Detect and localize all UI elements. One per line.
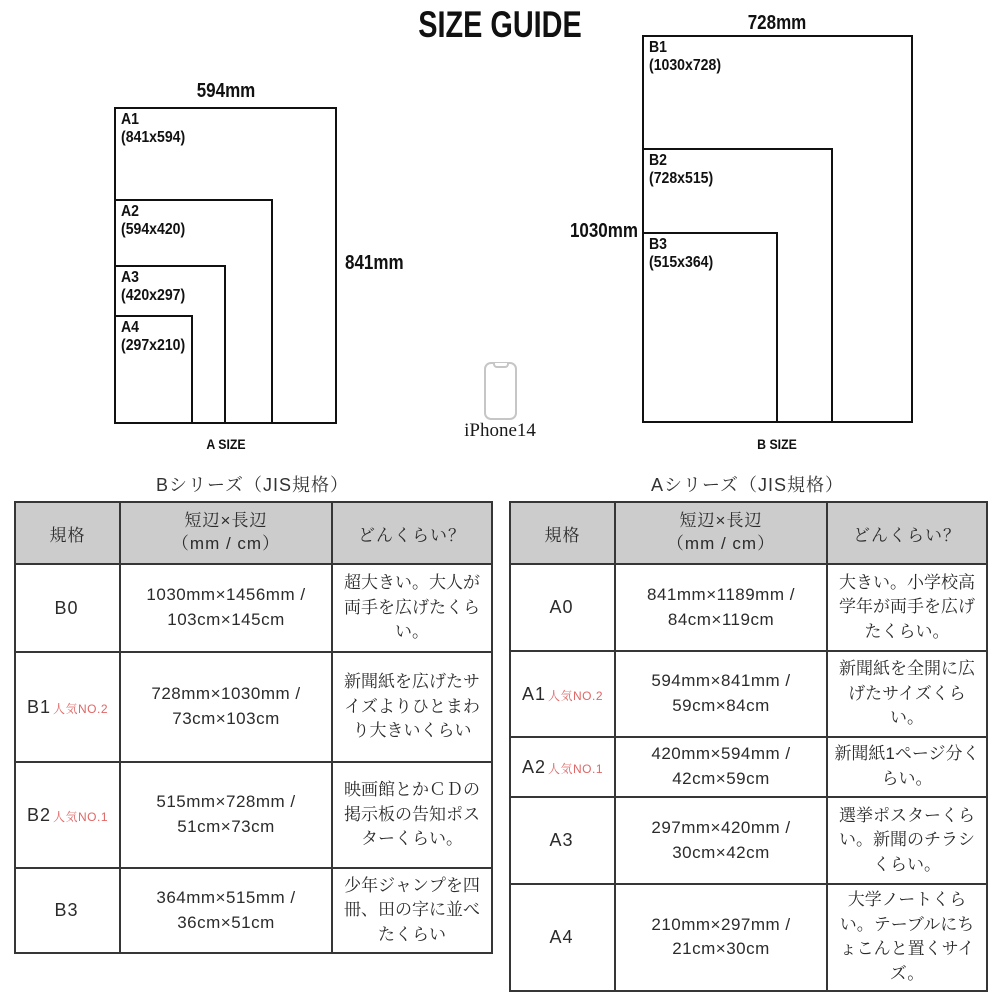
- b3-size-cell: B3: [15, 868, 120, 953]
- a-size-caption: A SIZE: [206, 436, 246, 452]
- a3-rect-label: A3 (420x297): [121, 269, 186, 304]
- table-row-b0: [15, 564, 492, 652]
- b-col-header-standard: 規格: [15, 502, 120, 564]
- popularity-badge: 人気NO.2: [548, 688, 604, 703]
- popularity-badge: 人気NO.1: [53, 809, 109, 824]
- b-width-dimension: 728mm: [747, 12, 807, 34]
- popularity-badge: 人気NO.1: [548, 761, 604, 776]
- b-series-section: [14, 471, 491, 954]
- b3-rect-label: B3 (515x364): [649, 236, 714, 271]
- b1-rect-label: B1 (1030x728): [649, 39, 722, 74]
- a4-desc-cell: 大学ノートくらい。テーブルにちょこんと置くサイズ。: [827, 884, 987, 991]
- b-height-dimension: 1030mm: [569, 220, 638, 242]
- a0-dims-cell: 841mm×1189mm / 84cm×119cm: [615, 564, 827, 651]
- page-title: SIZE GUIDE: [418, 4, 582, 45]
- b1-desc-cell: 新聞紙を広げたサイズよりひとまわり大きいくらい: [332, 652, 492, 762]
- b1-size-cell: B1 人気NO.2: [15, 652, 120, 762]
- b-series-table: [14, 501, 493, 954]
- b-col-header-dimensions: 短辺×長辺 （mm / cm）: [120, 502, 332, 564]
- b-col-header-howbig: どんくらい？: [332, 502, 492, 564]
- a0-desc-cell: 大きい。小学校高学年が両手を広げたくらい。: [827, 564, 987, 651]
- b2-desc-cell: 映画館とかＣＤの掲示板の告知ポスターくらい。: [332, 762, 492, 868]
- a-col-header-howbig: どんくらい？: [827, 502, 987, 564]
- a-col-header-standard: 規格: [510, 502, 615, 564]
- a-header-row: [510, 502, 987, 564]
- b-size-caption: B SIZE: [757, 436, 797, 452]
- a4-rect: [114, 315, 193, 424]
- iphone-label: iPhone14: [464, 420, 536, 441]
- iphone-notch: [493, 363, 509, 368]
- a4-dims-cell: 210mm×297mm / 21cm×30cm: [615, 884, 827, 991]
- table-row-b2: [15, 762, 492, 868]
- a1-rect-label: A1 (841x594): [121, 111, 186, 146]
- a2-dims-cell: 420mm×594mm / 42cm×59cm: [615, 737, 827, 797]
- a4-size-cell: A4: [510, 884, 615, 991]
- a0-size-cell: A0: [510, 564, 615, 651]
- table-row-b3: [15, 868, 492, 953]
- a2-size-cell: A2 人気NO.1: [510, 737, 615, 797]
- b3-dims-cell: 364mm×515mm / 36cm×51cm: [120, 868, 332, 953]
- a-height-dimension: 841mm: [345, 252, 404, 274]
- table-row-a2: [510, 737, 987, 797]
- table-row-a0: [510, 564, 987, 651]
- b0-size-cell: B0: [15, 564, 120, 652]
- a3-size-cell: A3: [510, 797, 615, 884]
- b0-dims-cell: 1030mm×1456mm / 103cm×145cm: [120, 564, 332, 652]
- b-series-title: Bシリーズ（JIS規格）: [155, 475, 350, 495]
- a1-dims-cell: 594mm×841mm / 59cm×84cm: [615, 651, 827, 737]
- b0-desc-cell: 超大きい。大人が両手を広げたくらい。: [332, 564, 492, 652]
- b2-size-cell: B2 人気NO.1: [15, 762, 120, 868]
- a2-desc-cell: 新聞紙1ページ分くらい。: [827, 737, 987, 797]
- table-row-b1: [15, 652, 492, 762]
- a4-rect-label: A4 (297x210): [121, 319, 186, 354]
- b-header-row: [15, 502, 492, 564]
- a-series-section: [509, 471, 986, 992]
- a-series-table: [509, 501, 988, 992]
- b3-desc-cell: 少年ジャンプを四冊、田の字に並べたくらい: [332, 868, 492, 953]
- b1-dims-cell: 728mm×1030mm / 73cm×103cm: [120, 652, 332, 762]
- a3-desc-cell: 選挙ポスターくらい。新聞のチラシくらい。: [827, 797, 987, 884]
- iphone-icon: [484, 362, 517, 420]
- a2-rect-label: A2 (594x420): [121, 203, 186, 238]
- table-row-a3: [510, 797, 987, 884]
- a3-dims-cell: 297mm×420mm / 30cm×42cm: [615, 797, 827, 884]
- b3-rect: [642, 232, 778, 423]
- a1-size-cell: A1 人気NO.2: [510, 651, 615, 737]
- table-row-a1: [510, 651, 987, 737]
- popularity-badge: 人気NO.2: [53, 701, 109, 716]
- b2-rect-label: B2 (728x515): [649, 152, 714, 187]
- b2-dims-cell: 515mm×728mm / 51cm×73cm: [120, 762, 332, 868]
- a-series-title: Aシリーズ（JIS規格）: [650, 475, 845, 495]
- table-row-a4: [510, 884, 987, 991]
- a1-desc-cell: 新聞紙を全開に広げたサイズくらい。: [827, 651, 987, 737]
- a-col-header-dimensions: 短辺×長辺 （mm / cm）: [615, 502, 827, 564]
- a-width-dimension: 594mm: [196, 80, 256, 102]
